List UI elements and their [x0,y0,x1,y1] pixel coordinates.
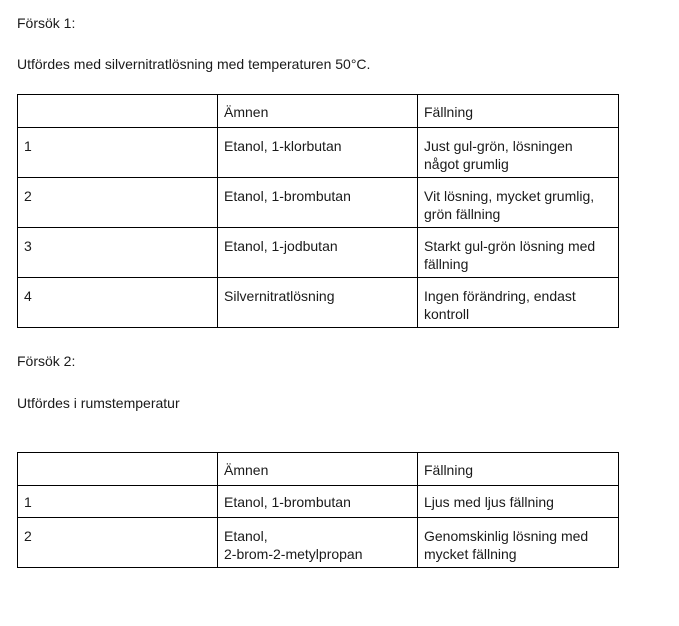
table-header-row [18,453,619,486]
results-table-2 [17,452,619,568]
table-header-cell [18,95,218,128]
table-header-cell: Ämnen [218,453,418,486]
table-cell: 2 [18,518,218,568]
table-cell: Starkt gul-grön lösning med fällning [418,228,619,278]
table-cell: Etanol, 2-brom-2-metylpropan [218,518,418,568]
table-cell: Etanol, 1-klorbutan [218,128,418,178]
results-table-1 [17,94,619,328]
table-header-row [18,95,619,128]
table-row [18,518,619,568]
table-row [18,228,619,278]
section-2-description: Utfördes i rumstemperatur [17,395,180,411]
table-row [18,486,619,518]
table-row [18,178,619,228]
table-cell: Ljus med ljus fällning [418,486,619,518]
table-cell: 3 [18,228,218,278]
table-cell: Silvernitratlösning [218,278,418,328]
section-1-description: Utfördes med silvernitratlösning med temperaturen 50°C. [17,56,371,72]
table-row [18,128,619,178]
table-cell: Etanol, 1-brombutan [218,178,418,228]
table-header-cell [18,453,218,486]
table-header-cell: Ämnen [218,95,418,128]
table-cell: Etanol, 1-brombutan [218,486,418,518]
table-row [18,278,619,328]
section-2-heading: Försök 2: [17,353,76,369]
table-header-cell: Fällning [418,453,619,486]
table-cell: 1 [18,128,218,178]
table-cell: Vit lösning, mycket grumlig, grön fällning [418,178,619,228]
table-cell: 2 [18,178,218,228]
table-cell: 1 [18,486,218,518]
section-1-heading: Försök 1: [17,15,76,31]
table-cell: Ingen förändring, endast kontroll [418,278,619,328]
table-cell: Just gul-grön, lösningen något grumlig [418,128,619,178]
table-cell: 4 [18,278,218,328]
table-header-cell: Fällning [418,95,619,128]
table-cell: Genomskinlig lösning med mycket fällning [418,518,619,568]
table-cell: Etanol, 1-jodbutan [218,228,418,278]
